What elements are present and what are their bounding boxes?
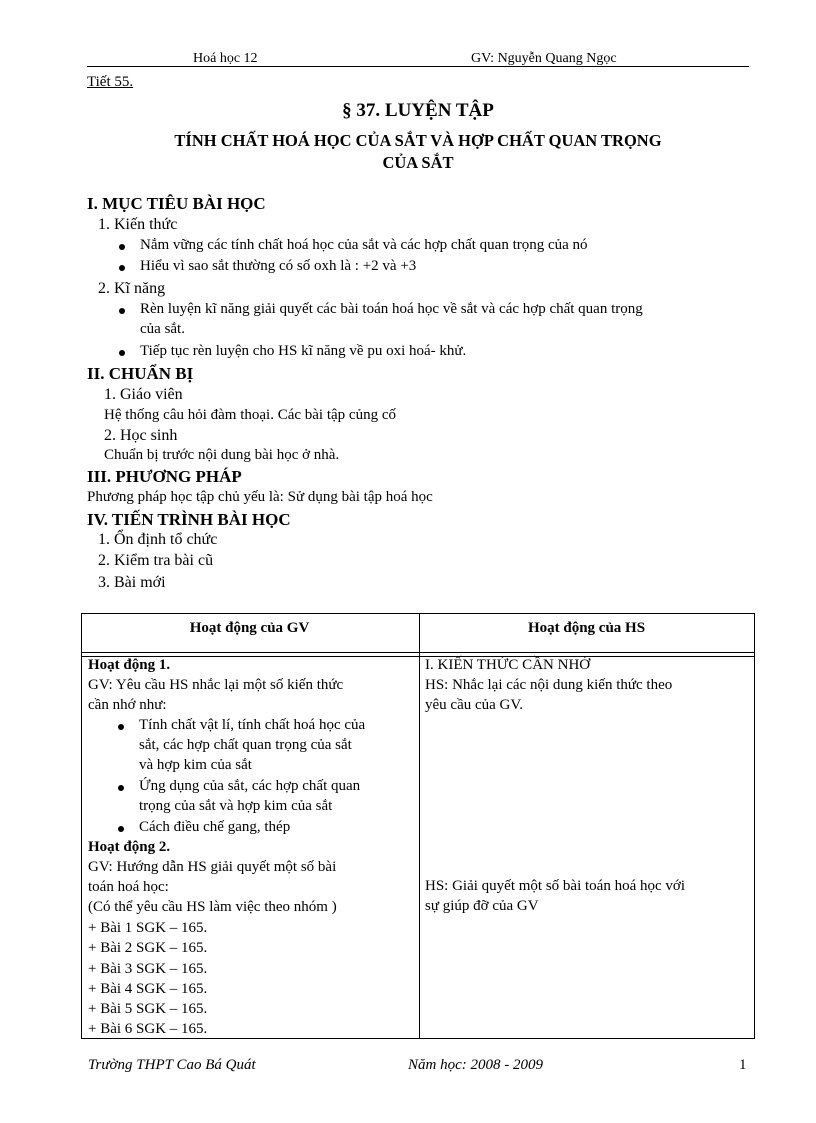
hs-text-line: yêu cầu của GV. xyxy=(425,697,524,713)
table-column-divider xyxy=(419,614,420,1038)
subtitle-line-2: CỦA SẮT xyxy=(382,153,454,172)
lesson-number: Tiết 55. xyxy=(87,74,134,90)
gv-bullet-line: Cách điều chế gang, thép xyxy=(139,819,291,835)
gv-text-line: GV: Yêu cầu HS nhắc lại một số kiến thức xyxy=(88,677,344,693)
procedure-item-1: 1. Ổn định tổ chức xyxy=(98,531,218,548)
bullet-icon xyxy=(119,308,125,314)
gv-text-line: cần nhớ như: xyxy=(88,697,167,713)
hs-text-line: HS: Giải quyết một số bài toán hoá học với xyxy=(425,878,685,894)
procedure-item-2: 2. Kiểm tra bài cũ xyxy=(98,552,214,569)
footer-school: Trường THPT Cao Bá Quát xyxy=(88,1057,256,1073)
bullet-icon xyxy=(119,265,125,271)
exercise-item: + Bài 6 SGK – 165. xyxy=(88,1021,208,1037)
header-subject: Hoá học 12 xyxy=(193,51,258,66)
bullet-icon xyxy=(119,350,125,356)
skill-item-1-line-2: của sắt. xyxy=(140,321,185,337)
column-header-student: Hoạt động của HS xyxy=(527,620,646,636)
section-1-sub-skills: 2. Kĩ năng xyxy=(98,280,166,297)
hs-text-line: sự giúp đỡ của GV xyxy=(425,898,539,914)
activity-2-label: Hoạt động 2. xyxy=(88,839,171,855)
gv-text-line: toán hoá học: xyxy=(88,879,169,895)
skill-item-1-line-1: Rèn luyện kĩ năng giải quyết các bài toán hoá học về sắt và các hợp chất quan trọng xyxy=(140,301,643,317)
section-2-sub-teacher: 1. Giáo viên xyxy=(104,386,183,403)
exercise-item: + Bài 4 SGK – 165. xyxy=(88,981,208,997)
gv-text-line: GV: Hướng dẫn HS giải quyết một số bài xyxy=(88,859,337,875)
table-header-rule xyxy=(82,656,754,657)
page-number: 1 xyxy=(739,1057,747,1073)
skill-item-2: Tiếp tục rèn luyện cho HS kĩ năng về pu oxi hoá- khử. xyxy=(140,343,467,359)
teacher-prep-text: Hệ thống câu hỏi đàm thoại. Các bài tập củng cố xyxy=(104,407,396,423)
knowledge-item-1: Nắm vững các tính chất hoá học của sắt và các hợp chất quan trọng của nó xyxy=(140,237,588,253)
column-header-teacher: Hoạt động của GV xyxy=(189,620,310,636)
hs-heading: I. KIẾN THỨC CẦN NHỚ xyxy=(425,657,591,673)
exercise-item: + Bài 5 SGK – 165. xyxy=(88,1001,208,1017)
exercise-item: + Bài 1 SGK – 165. xyxy=(88,920,208,936)
method-text: Phương pháp học tập chủ yếu là: Sử dụng bài tập hoá học xyxy=(87,489,433,505)
gv-bullet-line: trọng của sắt và hợp kim của sắt xyxy=(139,798,333,814)
page-title: § 37. LUYỆN TẬP xyxy=(342,100,494,121)
section-2-sub-student: 2. Học sinh xyxy=(104,427,178,444)
bullet-icon xyxy=(118,785,124,791)
activity-1-label: Hoạt động 1. xyxy=(88,657,171,673)
header-rule xyxy=(87,66,749,67)
header-teacher: GV: Nguyễn Quang Ngọc xyxy=(471,51,617,66)
gv-bullet-line: sắt, các hợp chất quan trọng của sắt xyxy=(139,737,352,753)
student-prep-text: Chuẩn bị trước nội dung bài học ở nhà. xyxy=(104,447,340,463)
procedure-item-3: 3. Bài mới xyxy=(98,574,166,591)
section-3-heading: III. PHƯƠNG PHÁP xyxy=(87,467,242,486)
knowledge-item-2: Hiểu vì sao sắt thường có số oxh là : +2 và +3 xyxy=(140,258,417,274)
bullet-icon xyxy=(119,244,125,250)
section-1-sub-knowledge: 1. Kiến thức xyxy=(98,216,178,233)
footer-school-year: Năm học: 2008 - 2009 xyxy=(408,1057,543,1073)
gv-bullet-line: Tính chất vật lí, tính chất hoá học của xyxy=(139,717,366,733)
gv-text-line: (Có thể yêu cầu HS làm việc theo nhóm ) xyxy=(88,899,337,915)
bullet-icon xyxy=(118,724,124,730)
section-4-heading: IV. TIẾN TRÌNH BÀI HỌC xyxy=(87,510,291,529)
bullet-icon xyxy=(118,826,124,832)
hs-text-line: HS: Nhắc lại các nội dung kiến thức theo xyxy=(425,677,673,693)
exercise-item: + Bài 2 SGK – 165. xyxy=(88,940,208,956)
gv-bullet-line: và hợp kim của sắt xyxy=(139,757,252,773)
section-1-heading: I. MỤC TIÊU BÀI HỌC xyxy=(87,194,266,213)
table-header-rule xyxy=(82,652,754,653)
subtitle-line-1: TÍNH CHẤT HOÁ HỌC CỦA SẮT VÀ HỢP CHẤT QUAN TRỌNG xyxy=(174,131,662,150)
section-2-heading: II. CHUẨN BỊ xyxy=(87,364,194,383)
exercise-item: + Bài 3 SGK – 165. xyxy=(88,961,208,977)
gv-bullet-line: Ứng dụng của sắt, các hợp chất quan xyxy=(139,778,361,794)
